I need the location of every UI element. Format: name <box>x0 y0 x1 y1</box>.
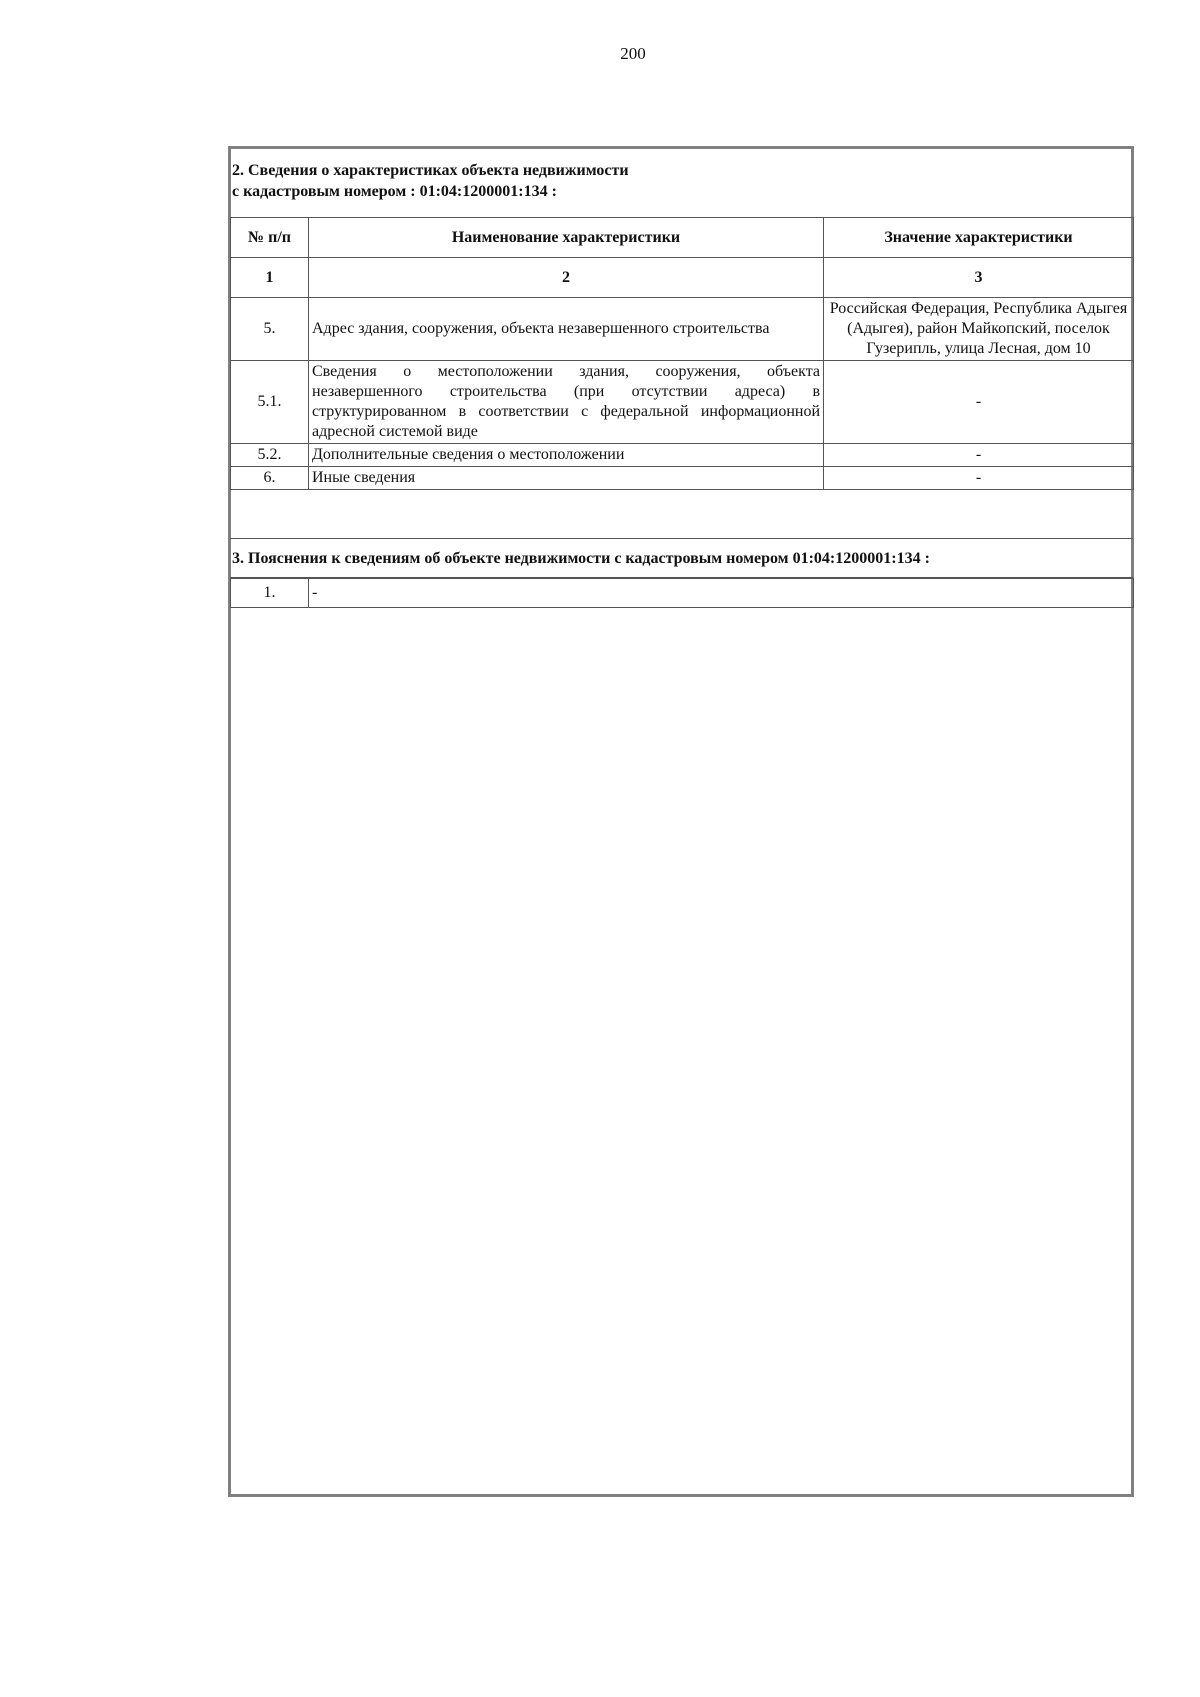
header-number: № п/п <box>231 218 309 258</box>
table-row <box>231 444 1134 467</box>
row-number: 5.2. <box>231 444 309 467</box>
row-value: - <box>824 444 1134 467</box>
section2-title-line1: 2. Сведения о характеристиках объекта недвижимости <box>232 162 629 179</box>
section3-title: 3. Пояснения к сведениям об объекте недвижимости с кадастровым номером 01:04:1200001:134 : <box>230 538 1133 578</box>
row-number: 5.1. <box>231 361 309 444</box>
row-value: - <box>824 467 1134 490</box>
table-row <box>231 579 1134 608</box>
row-name: Сведения о местоположении здания, сооружения, объекта незавершенного строительства (при отсутствии адреса) в структурированном в соответствии с федеральной информационной адресной системой виде <box>309 361 824 444</box>
row-value: - <box>824 361 1134 444</box>
column-numbers-row <box>231 258 1134 298</box>
row-number: 5. <box>231 298 309 361</box>
column-number: 3 <box>824 258 1134 298</box>
row-number: 6. <box>231 467 309 490</box>
table-row <box>231 467 1134 490</box>
row-value: Российская Федерация, Республика Адыгея (Адыгея), район Майкопский, поселок Гузерипль, улица Лесная, дом 10 <box>824 298 1134 361</box>
table-row <box>231 298 1134 361</box>
column-number: 2 <box>309 258 824 298</box>
header-name: Наименование характеристики <box>309 218 824 258</box>
row-name: Дополнительные сведения о местоположении <box>309 444 824 467</box>
page-number: 200 <box>620 44 646 63</box>
row-name: Адрес здания, сооружения, объекта незавершенного строительства <box>309 298 824 361</box>
characteristics-table <box>230 217 1134 490</box>
header-value: Значение характеристики <box>824 218 1134 258</box>
column-number: 1 <box>231 258 309 298</box>
table-header-row <box>231 218 1134 258</box>
row-text: - <box>309 579 1134 608</box>
section2-title-line2: с кадастровым номером : 01:04:1200001:134 : <box>232 183 557 200</box>
row-number: 1. <box>231 579 309 608</box>
row-name: Иные сведения <box>309 467 824 490</box>
notes-table <box>230 578 1134 608</box>
table-row <box>231 361 1134 444</box>
section2-title <box>232 160 629 202</box>
